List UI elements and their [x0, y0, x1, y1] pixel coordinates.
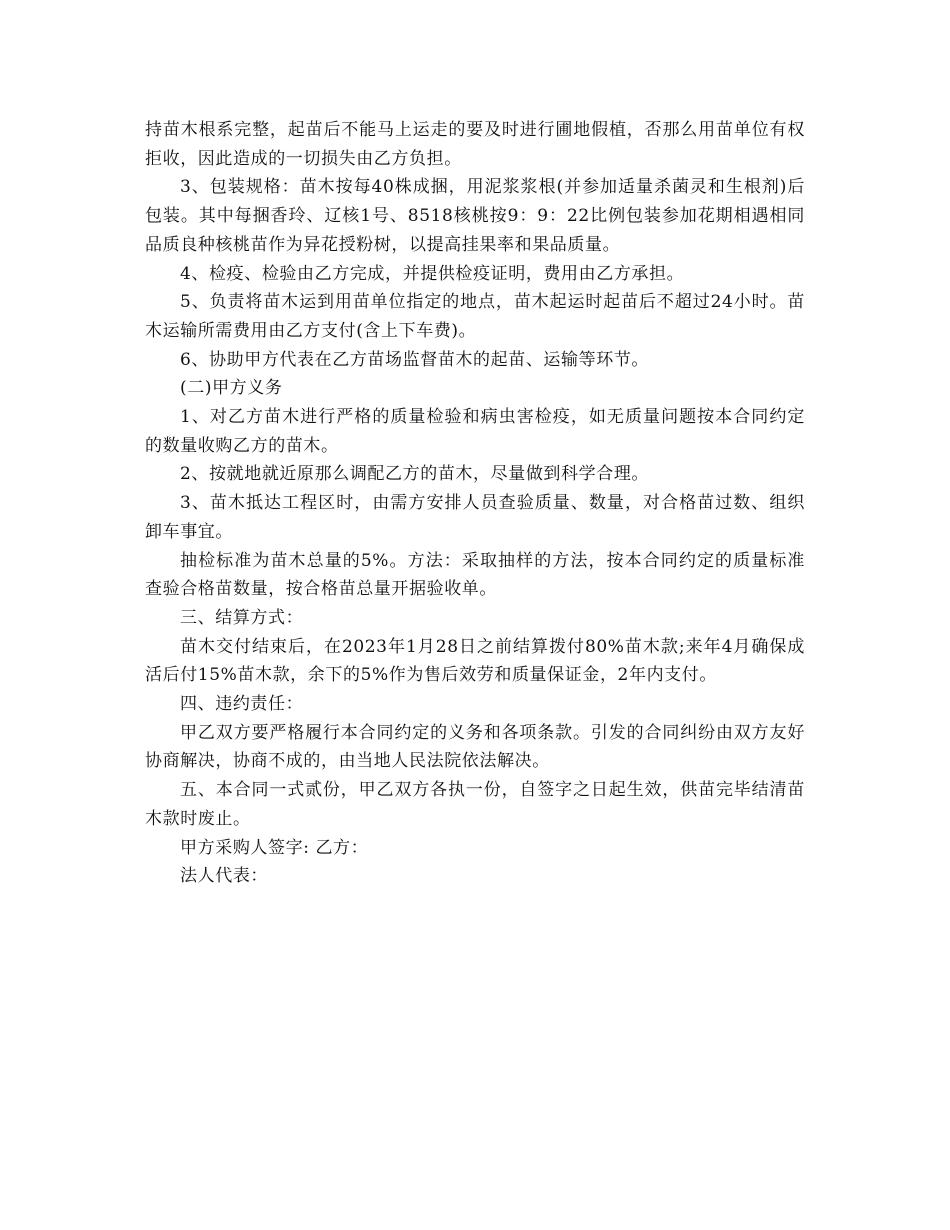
paragraph-packaging-spec: 3、包装规格：苗木按每40株成捆，用泥浆浆根(并参加适量杀菌灵和生根剂)后包装。其中每捆香玲、辽核1号、8518核桃按9：9：22比例包装参加花期相遇相同品质良种核桃苗作为异花授粉树，以提高挂果率和果品质量。 — [145, 177, 805, 255]
signature-line-parties: 甲方采购人签字: 乙方： — [180, 837, 369, 858]
document-body — [145, 116, 805, 891]
paragraph-continuation: 持苗木根系完整，起苗后不能马上运走的要及时进行圃地假植，否那么用苗单位有权拒收，因此造成的一切损失由乙方负担。 — [145, 120, 805, 169]
section-heading-settlement: 三、结算方式： — [180, 607, 304, 628]
paragraph-settlement: 苗木交付结束后，在2023年1月28日之前结算拨付80%苗木款;来年4月确保成活后付15%苗木款，余下的5%作为售后效劳和质量保证金，2年内支付。 — [145, 636, 805, 686]
section-heading-liability: 四、违约责任： — [180, 694, 304, 715]
paragraph-inspection: 1、对乙方苗木进行严格的质量检验和病虫害检疫，如无质量问题按本合同约定的数量收购乙方的苗木。 — [145, 407, 805, 456]
section-heading-party-a-obligations: (二)甲方义务 — [180, 378, 283, 399]
paragraph-liability: 甲乙双方要严格履行本合同约定的义务和各项条款。引发的合同纠纷由双方友好协商解决，协商不成的，由当地人民法院依法解决。 — [145, 722, 805, 772]
paragraph-sampling-standard: 抽检标准为苗木总量的5%。方法：采取抽样的方法，按本合同约定的质量标准查验合格苗数量，按合格苗总量开据验收单。 — [145, 550, 805, 600]
paragraph-supervision: 6、协助甲方代表在乙方苗场监督苗木的起苗、运输等环节。 — [180, 349, 650, 370]
paragraph-transport: 5、负责将苗木运到用苗单位指定的地点，苗木起运时起苗后不超过24小时。苗木运输所需费用由乙方支付(含上下车费)。 — [145, 292, 805, 341]
signature-line-legal-rep: 法人代表： — [180, 866, 269, 887]
paragraph-quarantine: 4、检疫、检验由乙方完成，并提供检疫证明，费用由乙方承担。 — [180, 263, 685, 284]
paragraph-arrival-check: 3、苗木抵达工程区时，由需方安排人员查验质量、数量，对合格苗过数、组织卸车事宜。 — [145, 493, 805, 542]
paragraph-allocation: 2、按就地就近原那么调配乙方的苗木，尽量做到科学合理。 — [180, 464, 650, 485]
paragraph-copies-validity: 五、本合同一式贰份，甲乙双方各执一份，自签字之日起生效，供苗完毕结清苗木款时废止。 — [145, 780, 805, 829]
